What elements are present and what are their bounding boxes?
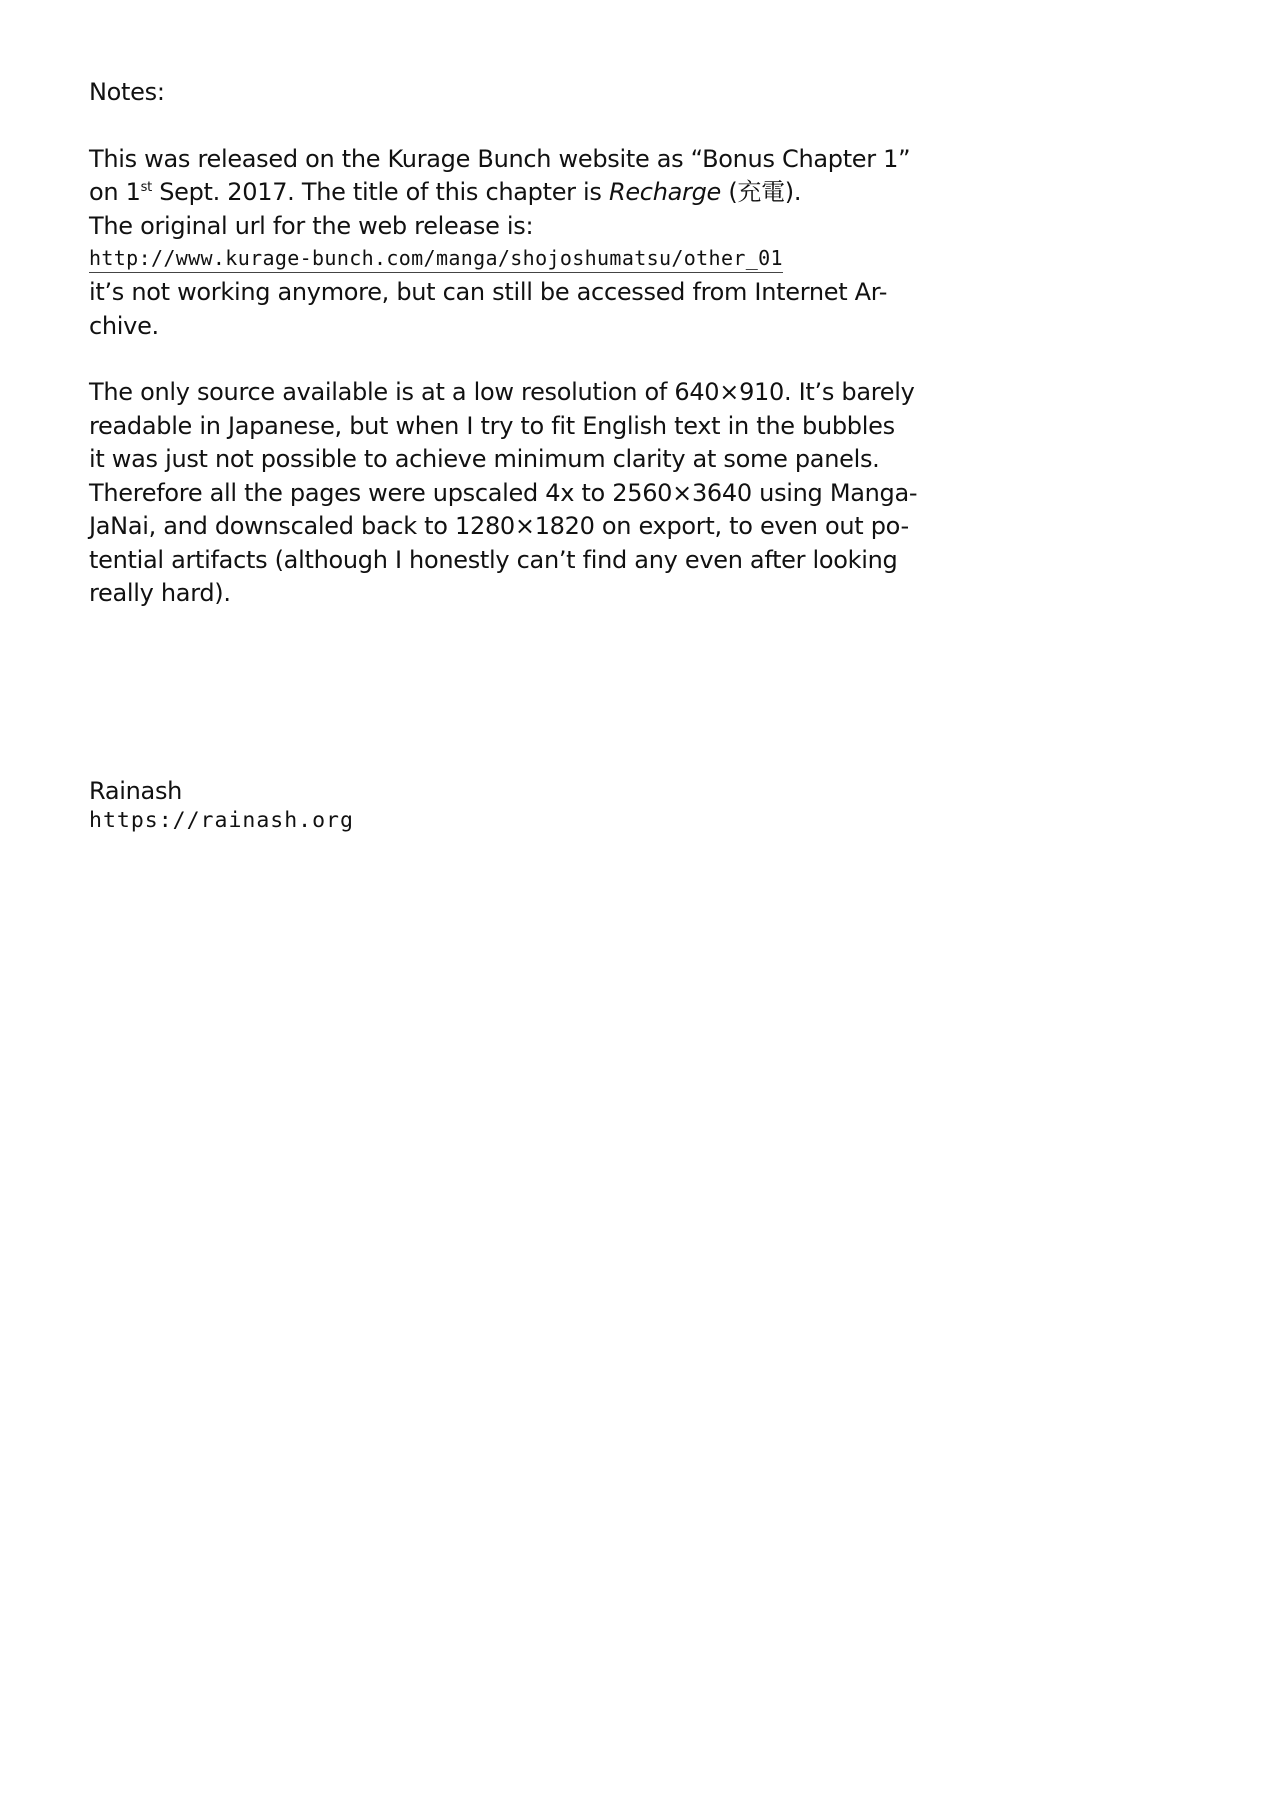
url-intro-line: The original url for the web release is: [89,211,534,240]
resolution-paragraph [89,376,929,611]
release-date-prefix: on 1 [89,178,141,206]
author-name: Rainash [89,777,183,805]
resolution-line: Therefore all the pages were upscaled 4x to 2560×3640 using Manga- [89,478,918,507]
chapter-title: Recharge [608,178,721,206]
notes-heading: Notes: [89,78,165,106]
release-paragraph [89,143,929,344]
paragraph-spacer [89,343,929,376]
resolution-line: JaNai, and downscaled back to 1280×1820 on export, to even out po- [89,512,909,540]
archive-line-2: chive. [89,311,159,340]
original-url-link[interactable]: http://www.kurage-bunch.com/manga/shojoshumatsu/other_01 [89,244,783,273]
release-line-2 [89,176,929,210]
resolution-line: The only source available is at a low resolution of 640×910. It’s barely [89,378,915,406]
resolution-line: tential artifacts (although I honestly can’t find any even after looking [89,545,898,574]
resolution-line: really hard). [89,579,231,607]
release-line-1: This was released on the Kurage Bunch website as “Bonus Chapter 1” [89,144,911,173]
signature [89,775,354,835]
notes-section [89,76,929,611]
resolution-line: it was just not possible to achieve minimum clarity at some panels. [89,445,880,473]
release-date-middle: Sept. 2017. The title of this chapter is [151,178,609,206]
ordinal-suffix: st [140,180,152,195]
resolution-line: readable in Japanese, but when I try to fit English text in the bubbles [89,411,895,440]
chapter-title-japanese: (充電). [721,178,802,206]
archive-line-1: it’s not working anymore, but can still be accessed from Internet Ar- [89,278,888,306]
author-website-link[interactable]: https://rainash.org [89,808,354,833]
